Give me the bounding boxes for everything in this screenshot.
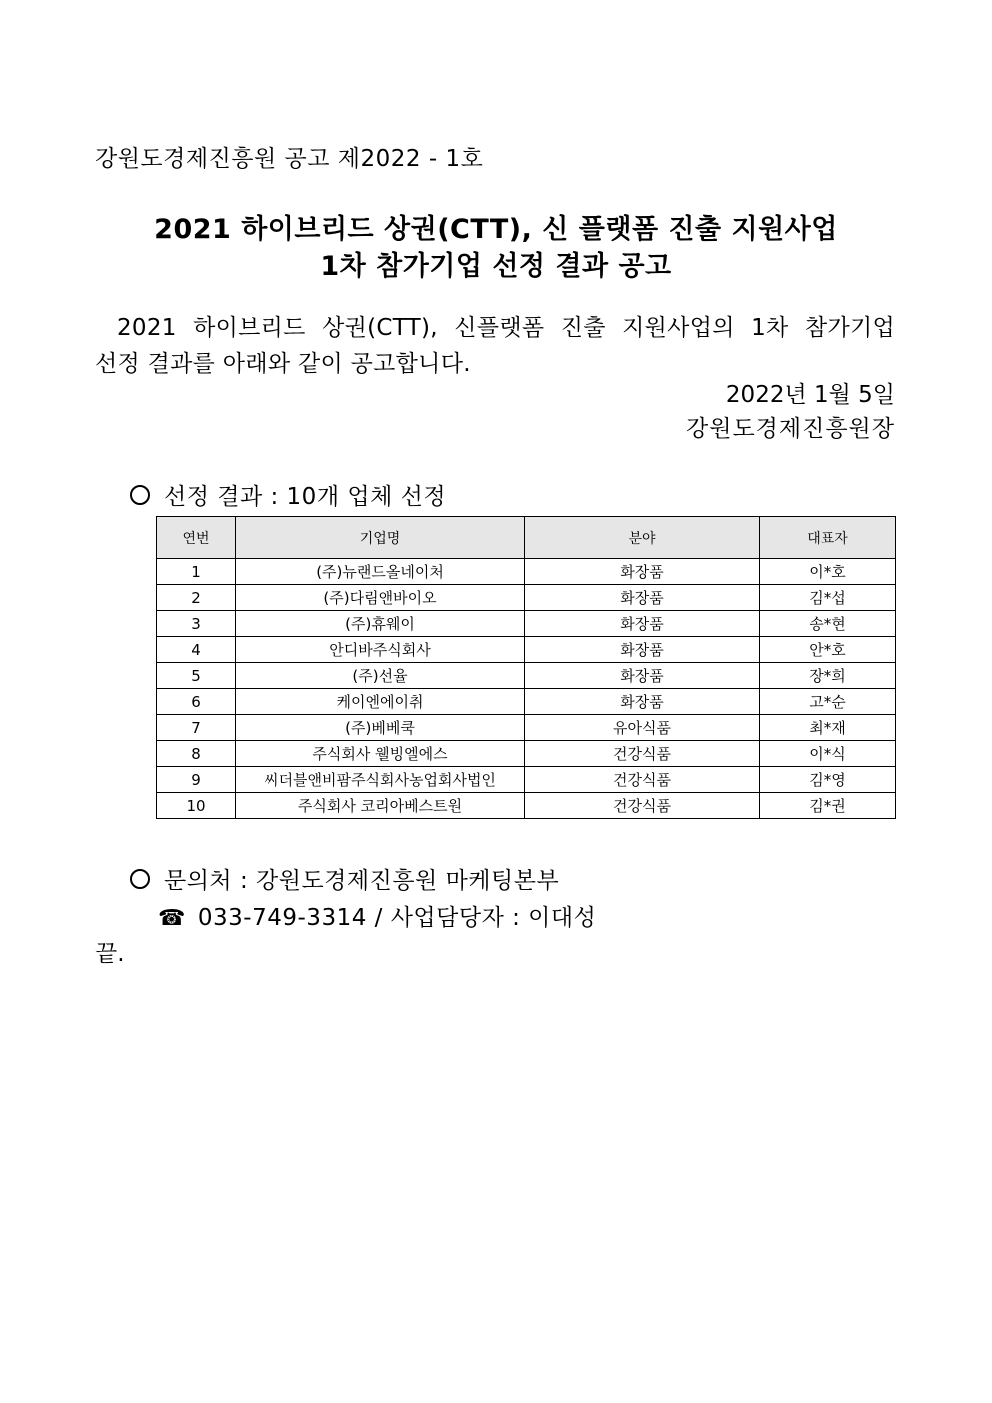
contact-section-label: 문의처 : 강원도경제진흥원 마케팅본부 bbox=[164, 868, 560, 894]
cell-company: (주)다림앤바이오 bbox=[236, 585, 525, 611]
cell-field: 건강식품 bbox=[525, 741, 760, 767]
cell-company: 안디바주식회사 bbox=[236, 637, 525, 663]
contact-phone-text: 033-749-3314 / 사업담당자 : 이대성 bbox=[197, 905, 597, 931]
table-header-row bbox=[157, 517, 896, 559]
table-row bbox=[157, 611, 896, 637]
table-row bbox=[157, 793, 896, 819]
cell-representative: 김*영 bbox=[760, 767, 896, 793]
header-cell-number: 연번 bbox=[157, 517, 236, 559]
circle-bullet-icon bbox=[130, 869, 150, 889]
results-section-label: 선정 결과 : 10개 업체 선정 bbox=[164, 484, 447, 510]
cell-field: 유아식품 bbox=[525, 715, 760, 741]
title-line-1: 2021 하이브리드 상권(CTT), 신 플랫폼 진출 지원사업 bbox=[154, 214, 838, 245]
cell-field: 화장품 bbox=[525, 585, 760, 611]
cell-company: 케이엔에이취 bbox=[236, 689, 525, 715]
body-line-1: 2021 하이브리드 상권(CTT), 신플랫폼 진출 지원사업의 1차 참가기업 bbox=[117, 315, 895, 341]
cell-field: 화장품 bbox=[525, 663, 760, 689]
circle-bullet-icon bbox=[130, 485, 150, 505]
end-mark: 끝. bbox=[95, 941, 125, 967]
table-row bbox=[157, 663, 896, 689]
cell-representative: 이*식 bbox=[760, 741, 896, 767]
results-table bbox=[156, 516, 896, 819]
contact-section-heading bbox=[130, 862, 559, 895]
results-section-heading bbox=[130, 478, 446, 511]
cell-number: 10 bbox=[157, 793, 236, 819]
cell-number: 3 bbox=[157, 611, 236, 637]
table-row bbox=[157, 741, 896, 767]
notice-number: 강원도경제진흥원 공고 제2022 - 1호 bbox=[95, 146, 484, 172]
table-row bbox=[157, 637, 896, 663]
cell-representative: 최*재 bbox=[760, 715, 896, 741]
table-row bbox=[157, 559, 896, 585]
cell-representative: 송*현 bbox=[760, 611, 896, 637]
table-row bbox=[157, 689, 896, 715]
cell-representative: 이*호 bbox=[760, 559, 896, 585]
title-line-2: 1차 참가기업 선정 결과 공고 bbox=[320, 251, 672, 282]
table-row bbox=[157, 585, 896, 611]
notice-date: 2022년 1월 5일 bbox=[725, 382, 895, 408]
cell-representative: 김*권 bbox=[760, 793, 896, 819]
header-cell-representative: 대표자 bbox=[760, 517, 896, 559]
cell-number: 4 bbox=[157, 637, 236, 663]
body-line-2: 선정 결과를 아래와 같이 공고합니다. bbox=[95, 351, 471, 377]
contact-phone-line bbox=[158, 899, 596, 932]
cell-company: (주)뉴랜드올네이처 bbox=[236, 559, 525, 585]
cell-field: 건강식품 bbox=[525, 793, 760, 819]
cell-company: 씨더블앤비팜주식회사농업회사법인 bbox=[236, 767, 525, 793]
cell-number: 9 bbox=[157, 767, 236, 793]
cell-field: 화장품 bbox=[525, 611, 760, 637]
cell-number: 8 bbox=[157, 741, 236, 767]
issuer-name: 강원도경제진흥원장 bbox=[686, 416, 895, 442]
cell-number: 1 bbox=[157, 559, 236, 585]
cell-company: 주식회사 웰빙엘에스 bbox=[236, 741, 525, 767]
header-cell-field: 분야 bbox=[525, 517, 760, 559]
cell-field: 건강식품 bbox=[525, 767, 760, 793]
cell-number: 6 bbox=[157, 689, 236, 715]
telephone-icon: ☎ bbox=[158, 906, 186, 931]
cell-field: 화장품 bbox=[525, 689, 760, 715]
cell-company: (주)선율 bbox=[236, 663, 525, 689]
cell-field: 화장품 bbox=[525, 637, 760, 663]
cell-representative: 안*호 bbox=[760, 637, 896, 663]
header-cell-company: 기업명 bbox=[236, 517, 525, 559]
cell-number: 2 bbox=[157, 585, 236, 611]
cell-number: 7 bbox=[157, 715, 236, 741]
cell-representative: 김*섭 bbox=[760, 585, 896, 611]
cell-representative: 장*희 bbox=[760, 663, 896, 689]
cell-number: 5 bbox=[157, 663, 236, 689]
cell-company: (주)휴웨이 bbox=[236, 611, 525, 637]
cell-representative: 고*순 bbox=[760, 689, 896, 715]
cell-company: (주)베베쿡 bbox=[236, 715, 525, 741]
cell-company: 주식회사 코리아베스트원 bbox=[236, 793, 525, 819]
cell-field: 화장품 bbox=[525, 559, 760, 585]
table-row bbox=[157, 767, 896, 793]
table-row bbox=[157, 715, 896, 741]
